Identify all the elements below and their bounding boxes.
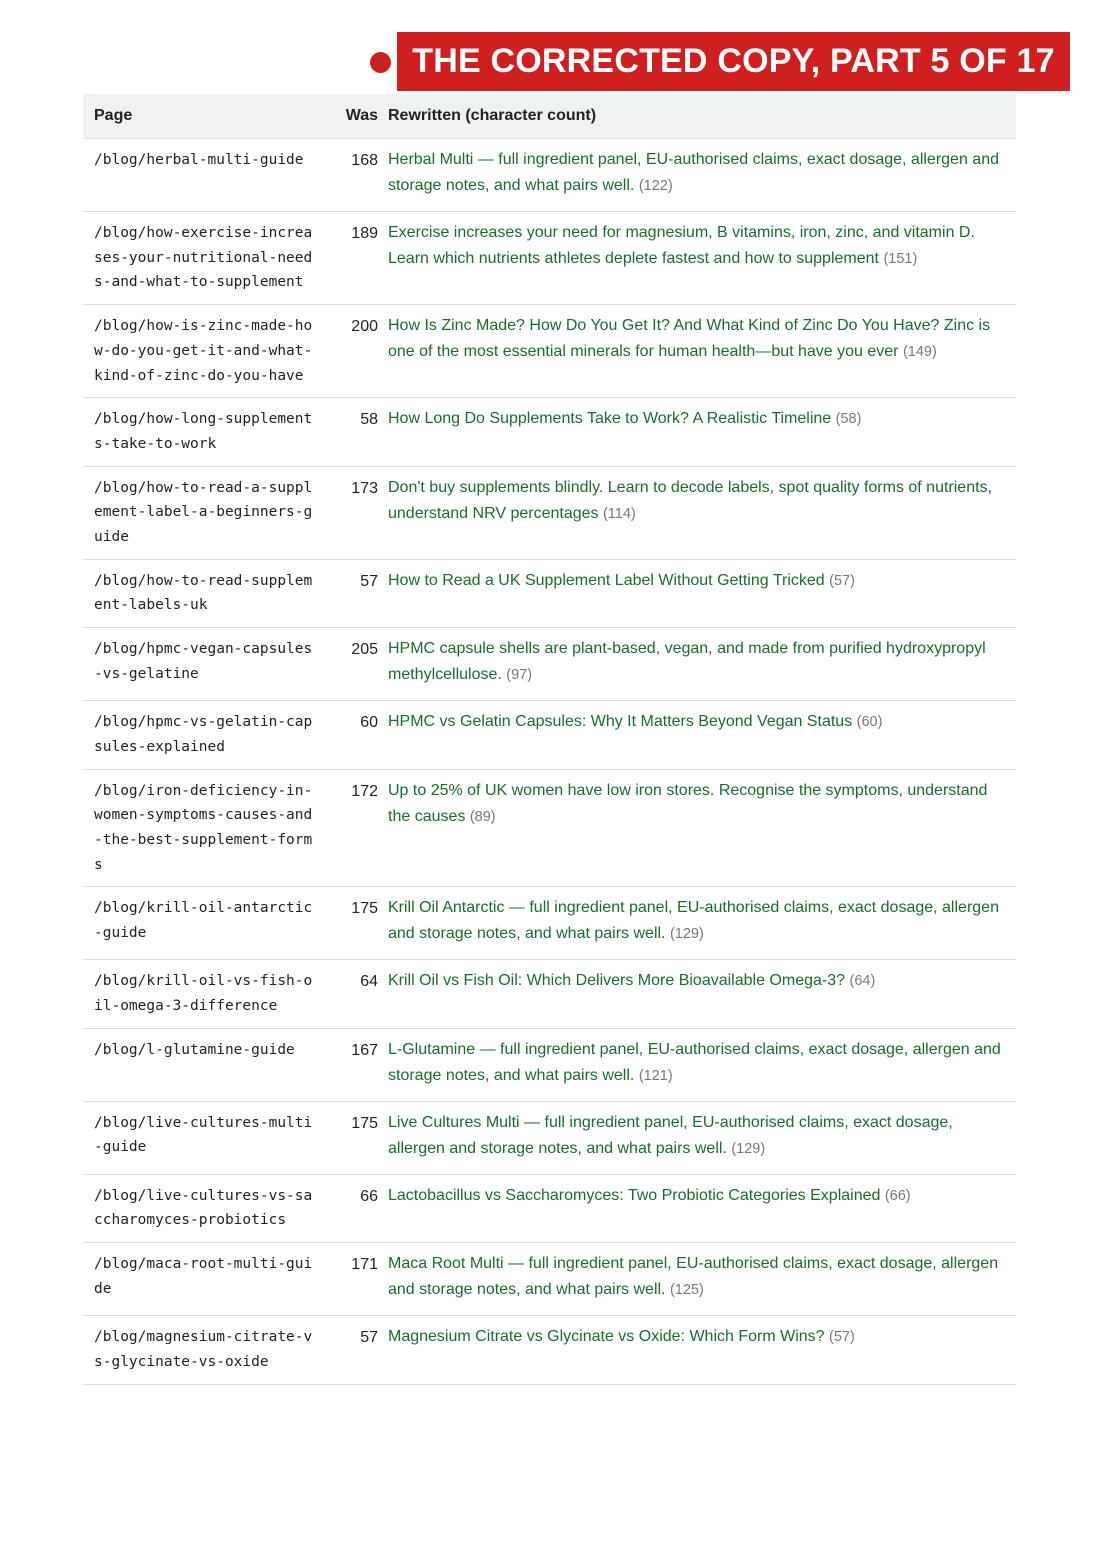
table-row — [83, 305, 1016, 398]
table-row — [83, 466, 1016, 559]
table-row — [83, 628, 1016, 701]
was-length: 200 — [323, 305, 378, 398]
rewrite-table — [83, 94, 1016, 1385]
was-length: 60 — [323, 701, 378, 769]
was-length: 64 — [323, 960, 378, 1028]
rewritten-text: Maca Root Multi — full ingredient panel, EU-authorised claims, exact dosage, allergen and storage notes, and what pairs well. — [388, 1255, 999, 1299]
rewritten-text: Magnesium Citrate vs Glycinate vs Oxide: Which Form Wins? — [388, 1328, 825, 1346]
table-row — [83, 701, 1016, 769]
column-header-page: Page — [83, 94, 323, 139]
character-count: (129) — [731, 1140, 766, 1157]
table-row — [83, 887, 1016, 960]
rewritten-text: How Long Do Supplements Take to Work? A Realistic Timeline — [388, 410, 832, 428]
was-length: 175 — [323, 1101, 378, 1174]
rewritten-text: L-Glutamine — full ingredient panel, EU-authorised claims, exact dosage, allergen and storage notes, and what pairs well. — [388, 1040, 1001, 1084]
page-title-banner: THE CORRECTED COPY, PART 5 OF 17 — [397, 32, 1070, 91]
character-count: (58) — [835, 411, 862, 428]
rewritten-text: How Is Zinc Made? How Do You Get It? And What Kind of Zinc Do You Have? Zinc is one of the most essential minerals for human health—but have you ever — [388, 317, 991, 361]
rewritten-text: HPMC capsule shells are plant-based, vegan, and made from purified hydroxypropyl methylcellulose. — [388, 640, 986, 684]
table-row — [83, 960, 1016, 1028]
character-count: (149) — [902, 344, 937, 361]
table-row — [83, 1174, 1016, 1242]
rewritten-cell — [378, 701, 1016, 769]
rewritten-cell — [378, 305, 1016, 398]
was-length: 58 — [323, 398, 378, 466]
page-path: /blog/how-to-read-a-supplement-label-a-beginners-guide — [83, 466, 323, 559]
rewritten-text: Krill Oil Antarctic — full ingredient panel, EU-authorised claims, exact dosage, allergen and storage notes, and what pairs well. — [388, 899, 999, 943]
rewritten-text: Up to 25% of UK women have low iron stores. Recognise the symptoms, understand the causes — [388, 781, 988, 825]
rewritten-cell — [378, 628, 1016, 701]
page-path: /blog/iron-deficiency-in-women-symptoms-causes-and-the-best-supplement-forms — [83, 769, 323, 887]
rewritten-text: HPMC vs Gelatin Capsules: Why It Matters Beyond Vegan Status — [388, 713, 853, 731]
banner-dot — [370, 52, 391, 73]
page-path: /blog/herbal-multi-guide — [83, 139, 323, 212]
character-count: (60) — [856, 714, 883, 731]
was-length: 57 — [323, 559, 378, 627]
table-row — [83, 1028, 1016, 1101]
was-length: 173 — [323, 466, 378, 559]
character-count: (57) — [829, 1329, 855, 1346]
was-length: 175 — [323, 887, 378, 960]
table-row — [83, 769, 1016, 887]
page-path: /blog/how-to-read-supplement-labels-uk — [83, 559, 323, 627]
rewritten-text: Krill Oil vs Fish Oil: Which Delivers More Bioavailable Omega-3? — [388, 972, 846, 990]
rewritten-cell — [378, 466, 1016, 559]
page-path: /blog/live-cultures-vs-saccharomyces-probiotics — [83, 1174, 323, 1242]
rewritten-cell — [378, 398, 1016, 466]
column-header-rewritten: Rewritten (character count) — [378, 94, 1016, 139]
character-count: (89) — [469, 808, 496, 825]
rewritten-cell — [378, 559, 1016, 627]
rewritten-cell — [378, 1101, 1016, 1174]
was-length: 189 — [323, 212, 378, 305]
was-length: 66 — [323, 1174, 378, 1242]
rewritten-text: Herbal Multi — full ingredient panel, EU-authorised claims, exact dosage, allergen and storage notes, and what pairs well. — [388, 151, 999, 194]
page-path: /blog/krill-oil-antarctic-guide — [83, 887, 323, 960]
page-path: /blog/l-glutamine-guide — [83, 1028, 323, 1101]
rewritten-text: Live Cultures Multi — full ingredient panel, EU-authorised claims, exact dosage, allergen and storage notes, and what pairs well. — [388, 1113, 953, 1157]
page-path: /blog/maca-root-multi-guide — [83, 1243, 323, 1316]
character-count: (151) — [883, 251, 918, 267]
page-path: /blog/how-is-zinc-made-how-do-you-get-it-and-what-kind-of-zinc-do-you-have — [83, 305, 323, 398]
table-row — [83, 1243, 1016, 1316]
rewritten-text: Exercise increases your need for magnesium, B vitamins, iron, zinc, and vitamin D. Learn which nutrients athletes deplete fastest and how to supplement — [388, 224, 975, 267]
character-count: (114) — [602, 505, 636, 522]
rewritten-cell — [378, 960, 1016, 1028]
rewritten-cell — [378, 1028, 1016, 1101]
rewritten-cell — [378, 139, 1016, 212]
rewritten-cell — [378, 769, 1016, 887]
rewritten-text: Lactobacillus vs Saccharomyces: Two Probiotic Categories Explained — [388, 1186, 881, 1204]
character-count: (121) — [638, 1067, 673, 1084]
column-header-was: Was — [323, 94, 378, 139]
was-length: 167 — [323, 1028, 378, 1101]
table-row — [83, 398, 1016, 466]
character-count: (125) — [669, 1282, 704, 1299]
character-count: (129) — [669, 926, 704, 943]
table-row — [83, 139, 1016, 212]
page-path: /blog/krill-oil-vs-fish-oil-omega-3-difference — [83, 960, 323, 1028]
table-row — [83, 212, 1016, 305]
rewritten-cell — [378, 1243, 1016, 1316]
table-row — [83, 559, 1016, 627]
rewritten-cell — [378, 1174, 1016, 1242]
rewritten-cell — [378, 1316, 1016, 1384]
rewritten-text: How to Read a UK Supplement Label Without Getting Tricked — [388, 571, 825, 589]
page-path: /blog/how-exercise-increases-your-nutritional-needs-and-what-to-supplement — [83, 212, 323, 305]
was-length: 57 — [323, 1316, 378, 1384]
page-path: /blog/hpmc-vegan-capsules-vs-gelatine — [83, 628, 323, 701]
page-path: /blog/hpmc-vs-gelatin-capsules-explained — [83, 701, 323, 769]
character-count: (64) — [849, 973, 876, 990]
rewritten-cell — [378, 212, 1016, 305]
table-row — [83, 1101, 1016, 1174]
was-length: 168 — [323, 139, 378, 212]
rewritten-cell — [378, 887, 1016, 960]
table-header-row — [83, 94, 1016, 139]
page-path: /blog/magnesium-citrate-vs-glycinate-vs-oxide — [83, 1316, 323, 1384]
character-count: (97) — [506, 667, 533, 684]
rewritten-text: Don't buy supplements blindly. Learn to decode labels, spot quality forms of nutrients, understand NRV percentages — [388, 478, 992, 522]
character-count: (57) — [829, 572, 855, 589]
was-length: 172 — [323, 769, 378, 887]
character-count: (122) — [638, 178, 673, 194]
character-count: (66) — [884, 1187, 911, 1204]
was-length: 205 — [323, 628, 378, 701]
was-length: 171 — [323, 1243, 378, 1316]
page-path: /blog/how-long-supplements-take-to-work — [83, 398, 323, 466]
page-path: /blog/live-cultures-multi-guide — [83, 1101, 323, 1174]
table-row — [83, 1316, 1016, 1384]
